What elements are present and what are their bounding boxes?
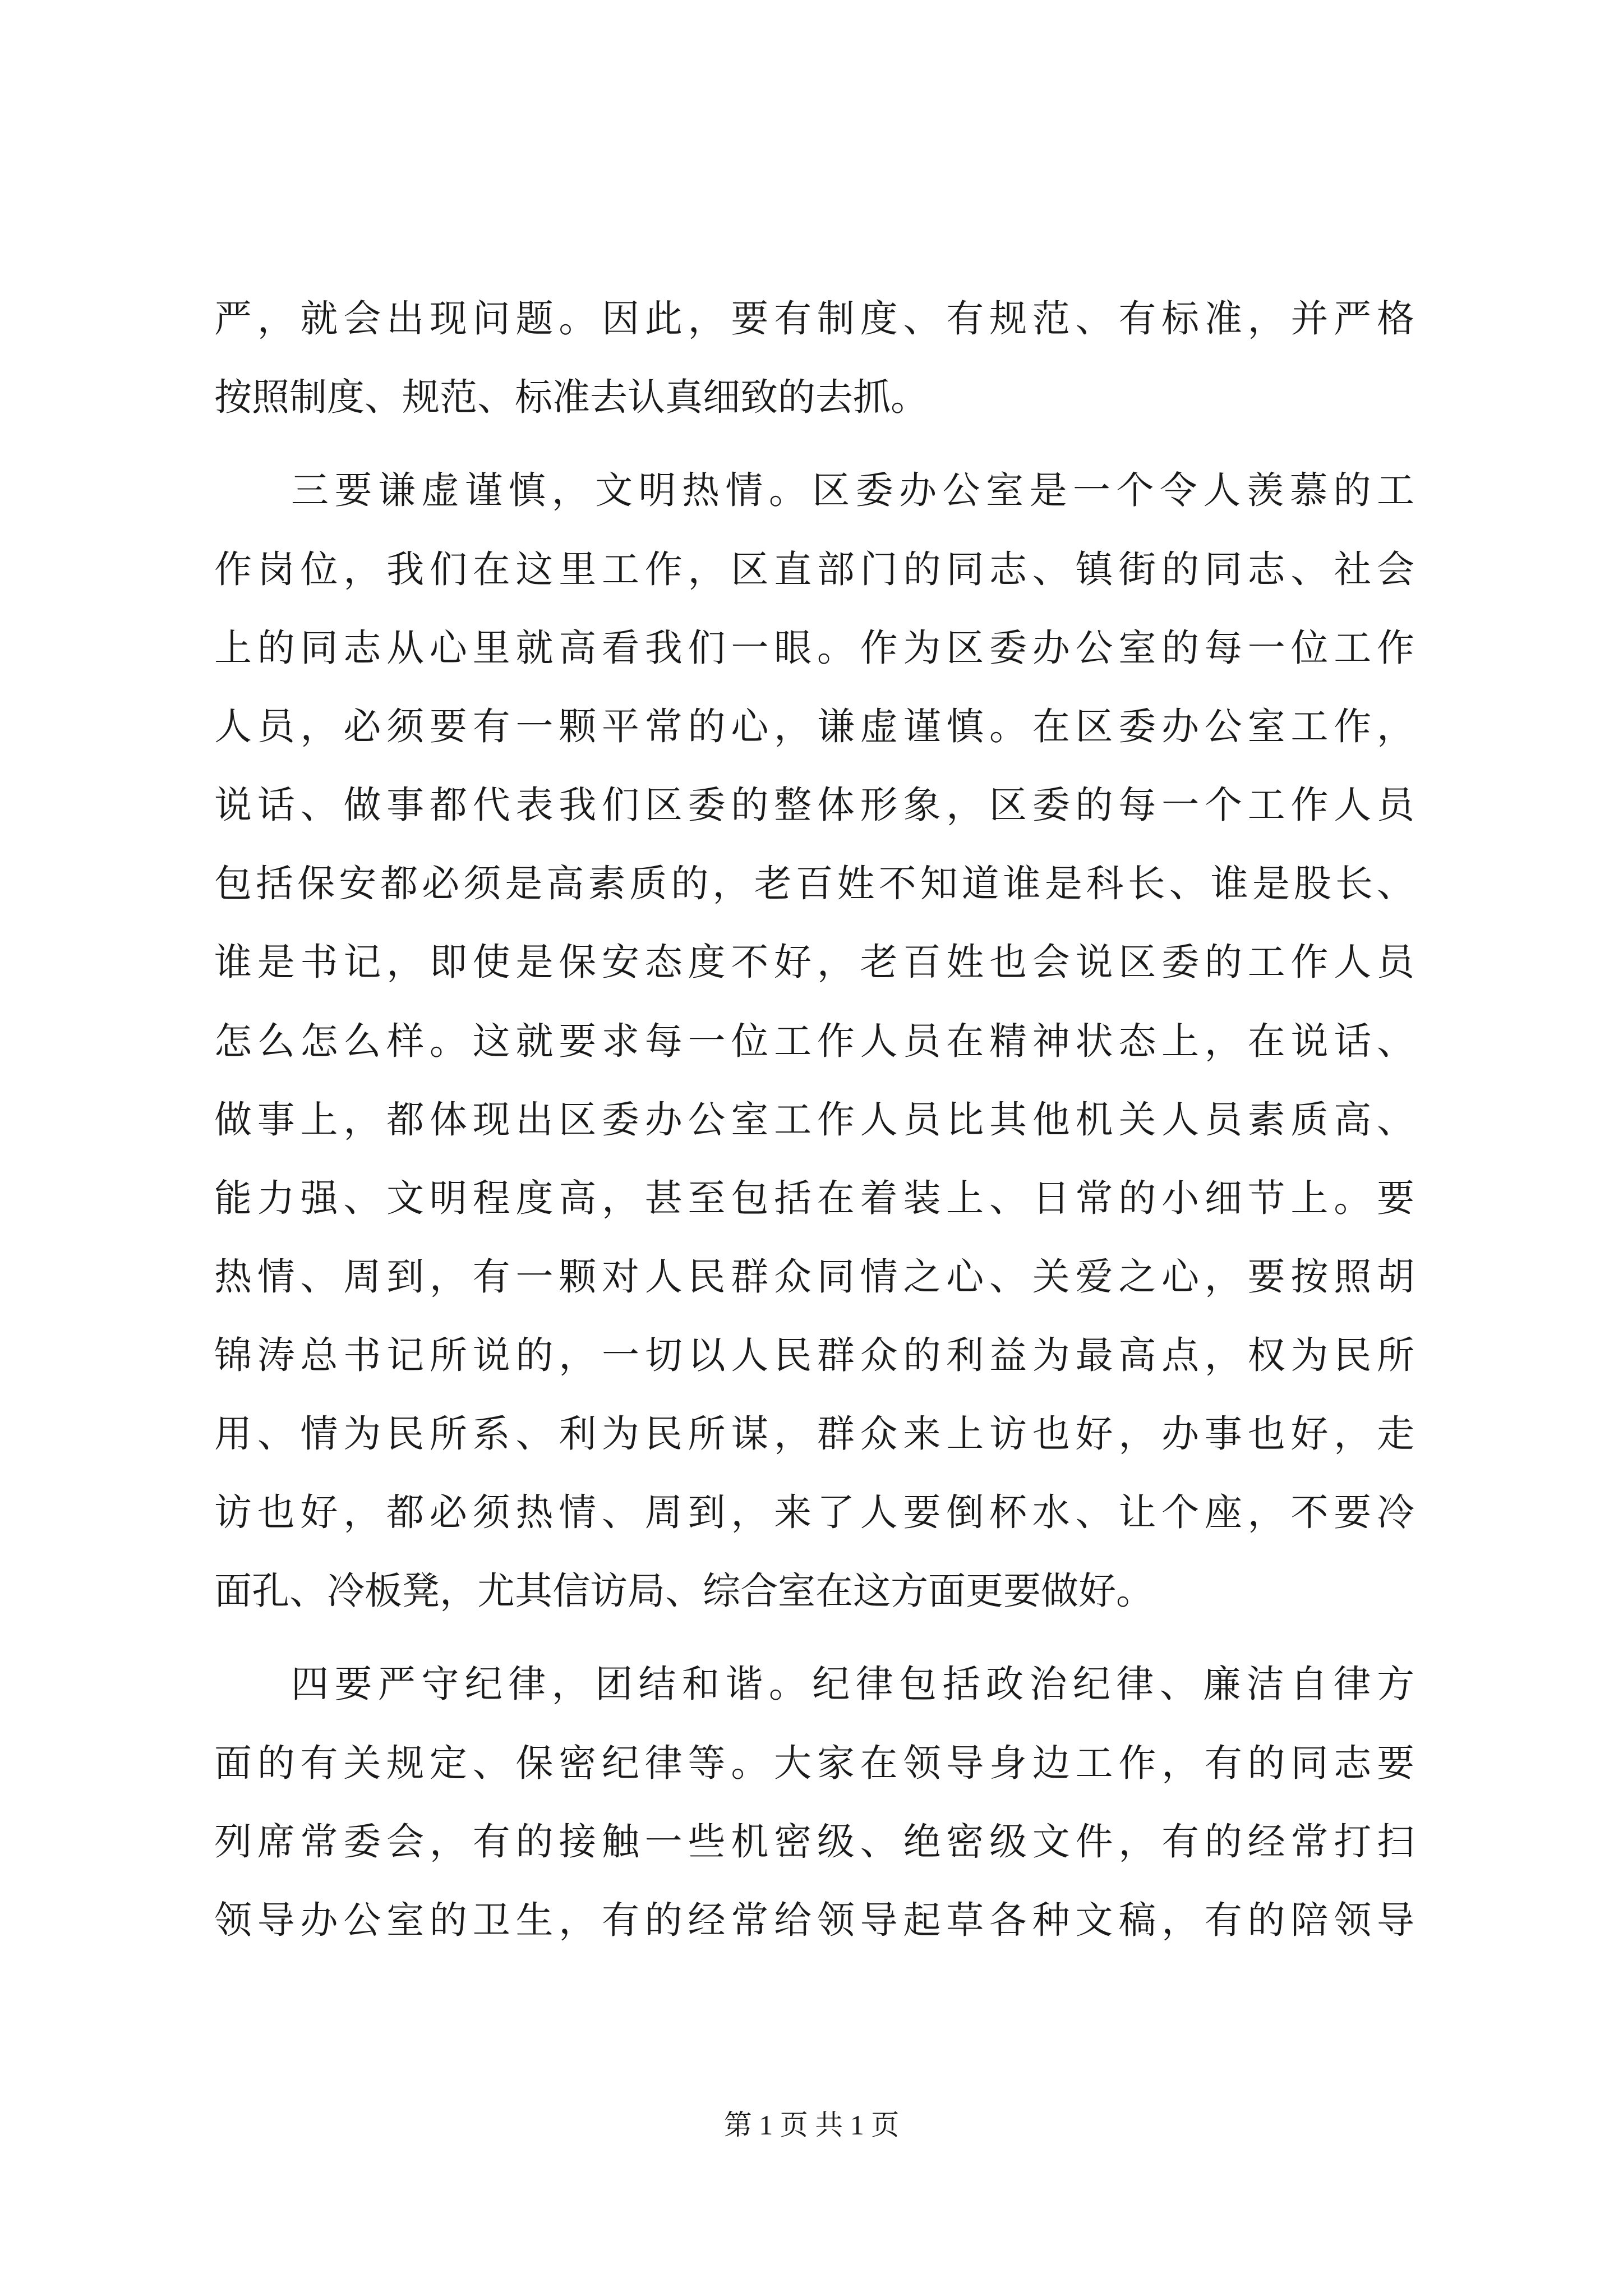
body-line: 列席常委会，有的接触一些机密级、绝密级文件，有的经常打扫 — [214, 1820, 1414, 1864]
paragraph-first-line: 四要严守纪律，团结和谐。纪律包括政治纪律、廉洁自律方 — [291, 1662, 1414, 1706]
body-line: 访也好，都必须热情、周到，来了人要倒杯水、让个座，不要冷 — [214, 1490, 1414, 1534]
body-line: 按照制度、规范、标准去认真细致的去抓。 — [214, 375, 928, 419]
body-line: 说话、做事都代表我们区委的整体形象，区委的每一个工作人员 — [214, 783, 1414, 827]
body-line: 能力强、文明程度高，甚至包括在着装上、日常的小细节上。要 — [214, 1176, 1414, 1220]
body-line: 谁是书记，即使是保安态度不好，老百姓也会说区委的工作人员 — [214, 940, 1414, 984]
body-line: 热情、周到，有一颗对人民群众同情之心、关爱之心，要按照胡 — [214, 1255, 1414, 1299]
body-line: 领导办公室的卫生，有的经常给领导起草各种文稿，有的陪领导 — [214, 1898, 1414, 1942]
body-line: 包括保安都必须是高素质的，老百姓不知道谁是科长、谁是股长、 — [214, 862, 1414, 905]
paragraph-first-line: 三要谦虚谨慎，文明热情。区委办公室是一个令人羡慕的工 — [291, 468, 1414, 512]
body-line: 人员，必须要有一颗平常的心，谦虚谨慎。在区委办公室工作， — [214, 705, 1414, 748]
page-footer: 第 1 页 共 1 页 — [723, 2109, 900, 2141]
body-line: 怎么怎么样。这就要求每一位工作人员在精神状态上，在说话、 — [214, 1019, 1414, 1063]
body-line: 上的同志从心里就高看我们一眼。作为区委办公室的每一位工作 — [214, 626, 1414, 670]
body-line: 作岗位，我们在这里工作，区直部门的同志、镇街的同志、社会 — [214, 547, 1414, 591]
body-line: 做事上，都体现出区委办公室工作人员比其他机关人员素质高、 — [214, 1098, 1414, 1142]
body-line: 面孔、冷板凳，尤其信访局、综合室在这方面更要做好。 — [214, 1569, 1154, 1613]
body-line: 用、情为民所系、利为民所谋，群众来上访也好，办事也好，走 — [214, 1412, 1414, 1456]
body-line: 严，就会出现问题。因此，要有制度、有规范、有标准，并严格 — [214, 297, 1414, 341]
body-line: 锦涛总书记所说的，一切以人民群众的利益为最高点，权为民所 — [214, 1333, 1414, 1377]
body-line: 面的有关规定、保密纪律等。大家在领导身边工作，有的同志要 — [214, 1741, 1414, 1785]
